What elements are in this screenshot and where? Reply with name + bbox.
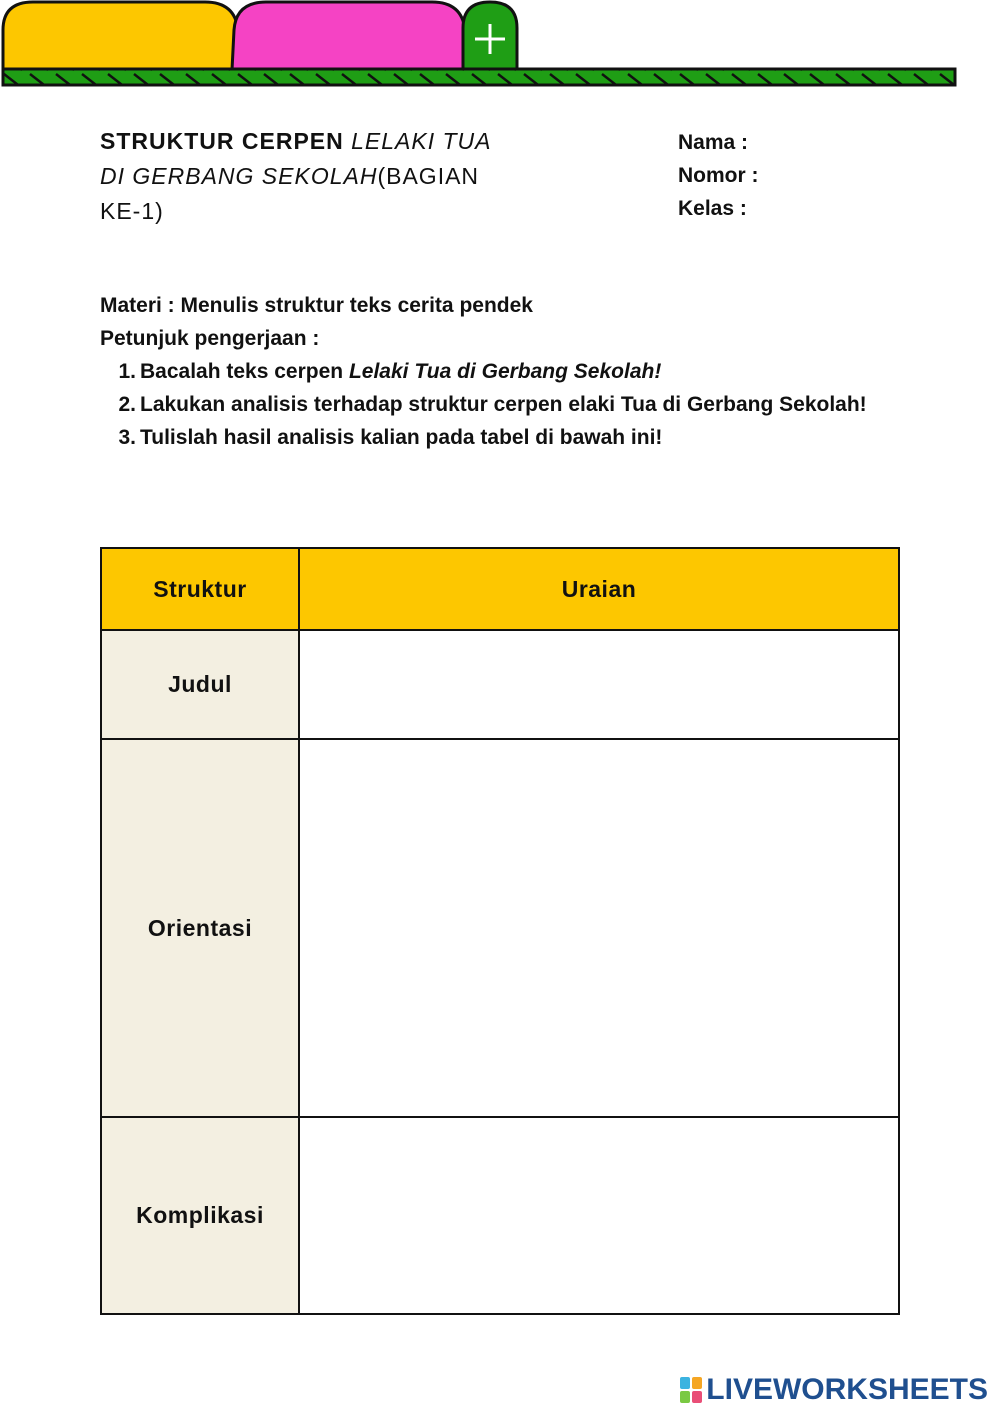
pink-tab[interactable] [232, 2, 467, 70]
nama-label: Nama : [678, 131, 749, 154]
step-text: Tulislah hasil analisis kalian pada tabel di bawah ini! [140, 426, 663, 449]
list-item [100, 421, 900, 454]
table-row [101, 1117, 899, 1314]
materi-line: Materi : Menulis struktur teks cerita pendek [100, 294, 533, 317]
answer-field-judul[interactable] [299, 630, 899, 739]
step-text: Lakukan analisis terhadap struktur cerpen elaki Tua di Gerbang Sekolah! [140, 393, 867, 416]
answer-field-orientasi[interactable] [299, 739, 899, 1117]
add-tab-button[interactable] [463, 2, 517, 70]
step-number: 2. [118, 393, 136, 416]
petunjuk-line: Petunjuk pengerjaan : [100, 327, 320, 350]
steps-list [100, 355, 900, 454]
title-suffix: (BAGIAN KE-1) [100, 163, 480, 224]
row-label-komplikasi: Komplikasi [101, 1117, 299, 1314]
step-text: Bacalah teks cerpen [140, 360, 349, 383]
worksheet-title [100, 124, 500, 229]
step-emphasis: Lelaki Tua di Gerbang Sekolah! [348, 360, 662, 383]
row-label-orientasi: Orientasi [101, 739, 299, 1117]
instructions [100, 289, 900, 454]
liveworksheets-logo-icon [680, 1377, 702, 1403]
liveworksheets-brand[interactable] [680, 1373, 988, 1407]
answer-field-komplikasi[interactable] [299, 1117, 899, 1314]
identity-fields [678, 126, 759, 225]
list-item [100, 388, 900, 421]
title-italic: LELAKI TUA DI GERBANG SEKOLAH [100, 128, 491, 189]
header-struktur: Struktur [101, 548, 299, 630]
kelas-label: Kelas : [678, 197, 747, 220]
yellow-tab[interactable] [3, 2, 240, 70]
brand-text: LIVEWORKSHEETS [706, 1373, 988, 1406]
table-row [101, 630, 899, 739]
table-header-row [101, 548, 899, 630]
step-number: 3. [118, 426, 136, 449]
header-uraian: Uraian [299, 548, 899, 630]
step-number: 1. [118, 360, 136, 383]
hatched-rule [3, 69, 955, 85]
structure-table [100, 547, 900, 1315]
header-tabs [0, 0, 1000, 95]
nomor-label: Nomor : [678, 164, 759, 187]
table-row [101, 739, 899, 1117]
row-label-judul: Judul [101, 630, 299, 739]
title-bold: STRUKTUR CERPEN [100, 128, 352, 154]
list-item [100, 355, 900, 388]
